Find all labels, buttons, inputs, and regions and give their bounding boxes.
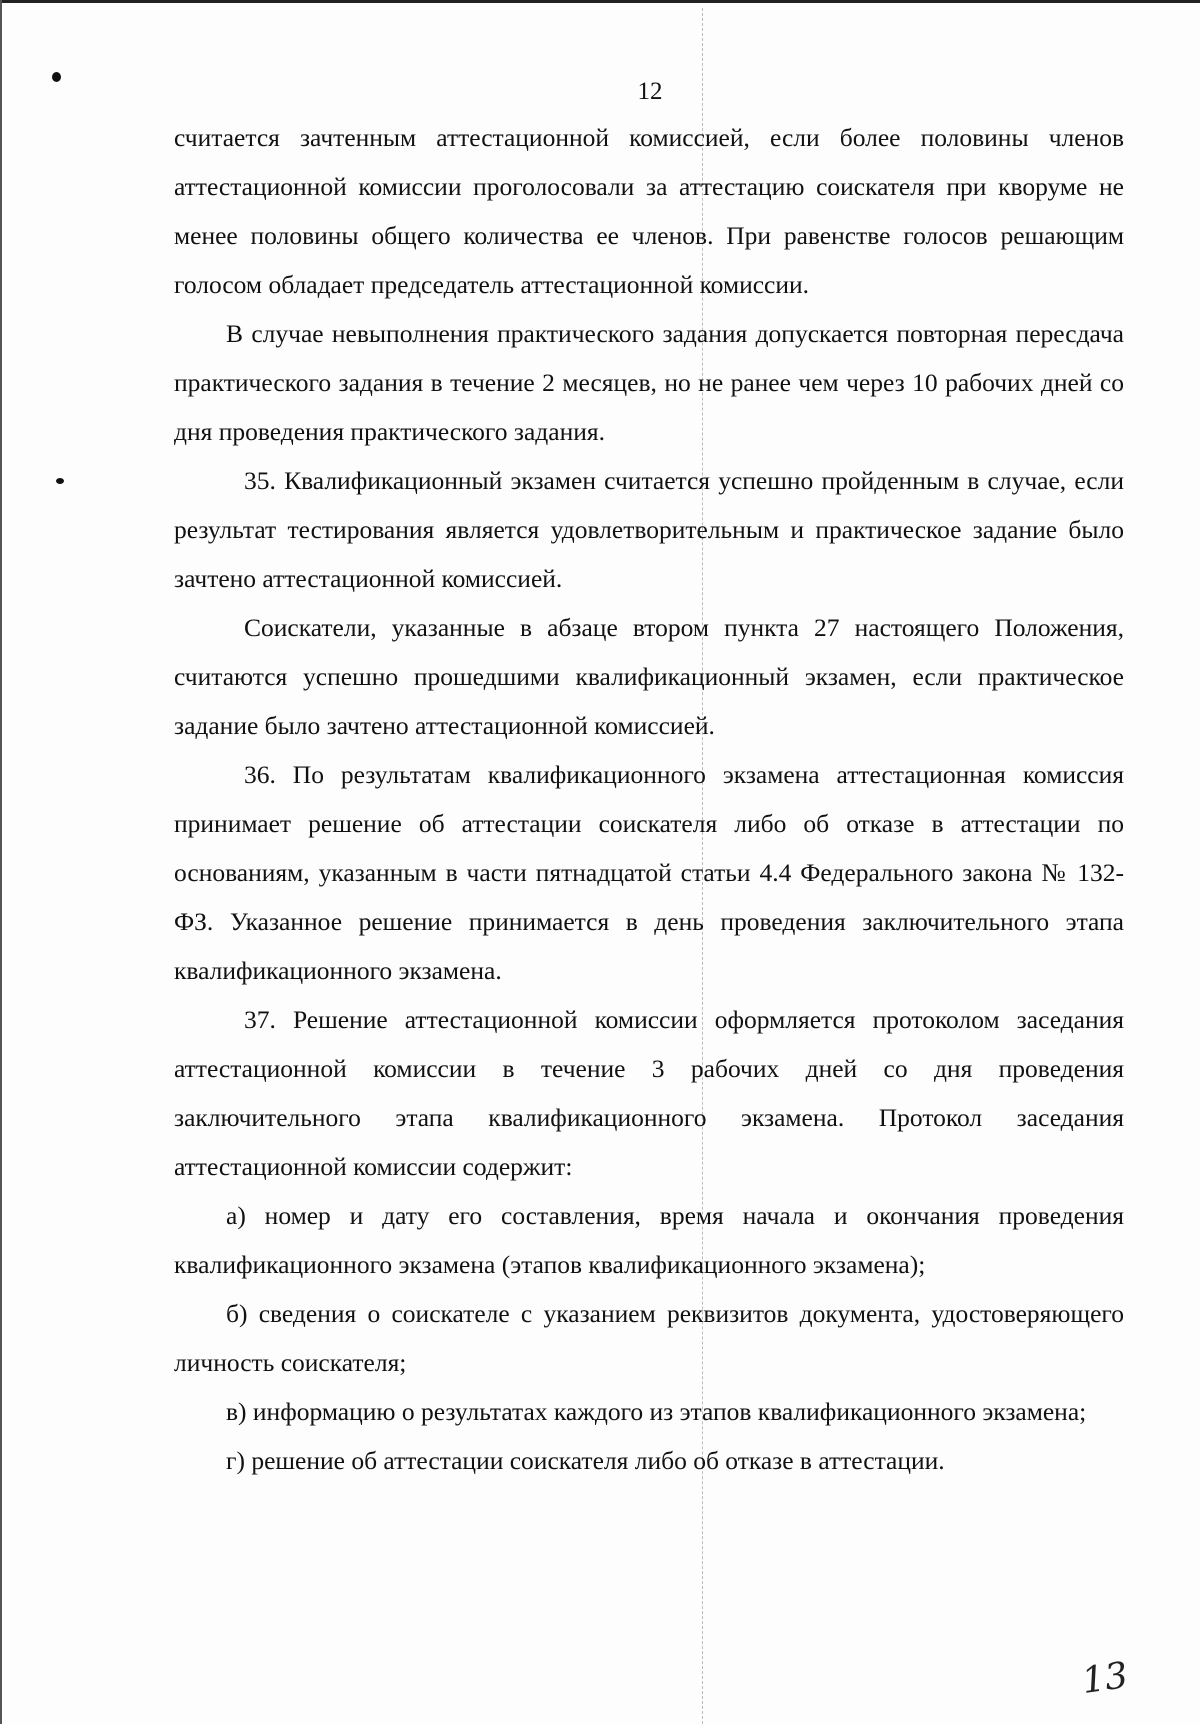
paragraph: 36. По результатам квалификационного экзамена аттестационная комиссия принимает решение об аттестации соискателя либо об отказе в аттестации по основаниям, указанным в части пятнадцатой статьи 4.4 Федерального закона № 132-ФЗ. Указанное решение принимается в день проведения заключительного этапа квалификационного экзамена. <box>174 760 1124 985</box>
handwritten-page-number: 13 <box>1079 1655 1131 1702</box>
scan-top-edge <box>0 0 1200 3</box>
paragraph: В случае невыполнения практического задания допускается повторная пересдача практического задания в течение 2 месяцев, но не ранее чем через 10 рабочих дней со дня проведения практического задания. <box>174 319 1124 446</box>
list-item: а) номер и дату его составления, время начала и окончания проведения квалификационного экзамена (этапов квалификационного экзамена); <box>174 1201 1124 1279</box>
punch-hole-mark <box>56 478 64 484</box>
list-item: г) решение об аттестации соискателя либо об отказе в аттестации. <box>226 1446 945 1475</box>
paragraph: считается зачтенным аттестационной комиссией, если более половины членов аттестационной комиссии проголосовали за аттестацию соискателя при кворуме не менее половины общего количества ее членов. При равенстве голосов решающим голосом обладает председатель аттестационной комиссии. <box>174 123 1124 299</box>
punch-hole-mark <box>52 72 61 82</box>
page-number: 12 <box>637 78 663 105</box>
list-item: б) сведения о соискателе с указанием реквизитов документа, удостоверяющего личность соискателя; <box>174 1299 1124 1377</box>
paragraph: 35. Квалификационный экзамен считается успешно пройденным в случае, если результат тестирования является удовлетворительным и практическое задание было зачтено аттестационной комиссией. <box>174 466 1124 593</box>
paragraph: 37. Решение аттестационной комиссии оформляется протоколом заседания аттестационной комиссии в течение 3 рабочих дней со дня проведения заключительного этапа квалификационного экзамена. Протокол заседания аттестационной комиссии содержит: <box>174 1005 1124 1181</box>
document-body <box>174 113 1124 1485</box>
paragraph: Соискатели, указанные в абзаце втором пункта 27 настоящего Положения, считаются успешно прошедшими квалификационный экзамен, если практическое задание было зачтено аттестационной комиссией. <box>174 613 1124 740</box>
list-item: в) информацию о результатах каждого из этапов квалификационного экзамена; <box>226 1397 1087 1426</box>
scan-left-edge <box>0 0 2 1724</box>
